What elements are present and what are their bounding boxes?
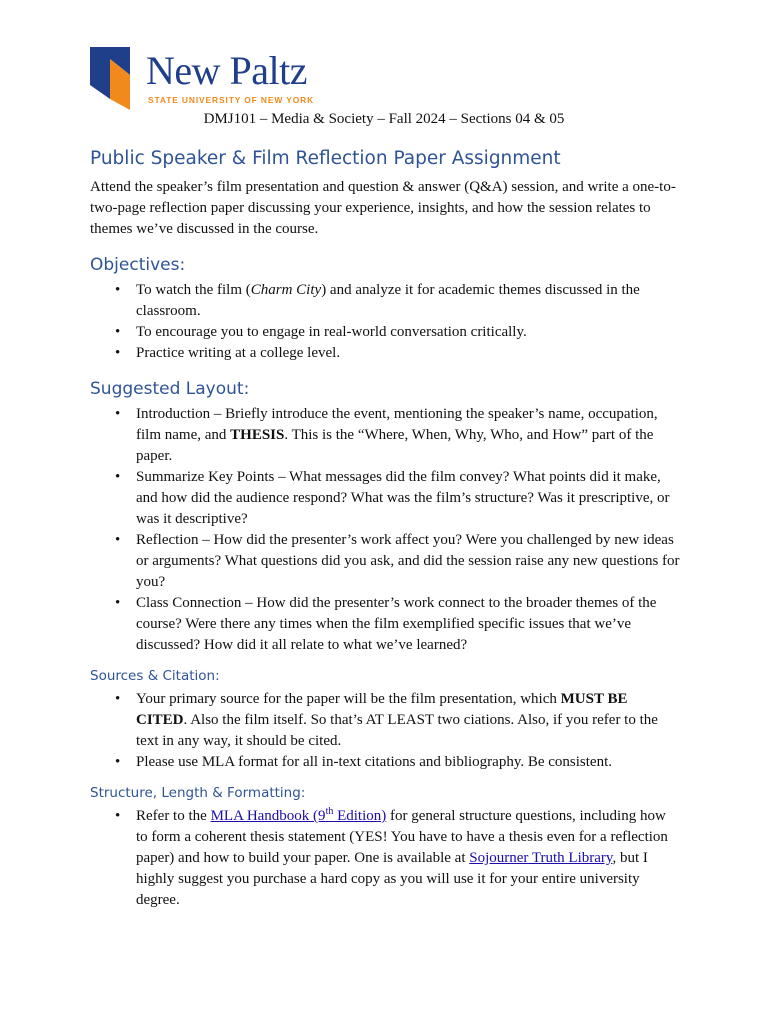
must-cite-emphasis: MUST BE CITED (136, 691, 628, 728)
list-item: • Class Connection – How did the presenter’s work connect to the broader themes of the course? Were there any times when the film exemplified specific issues that we’ve discussed? How did it all relate to what we’ve learned? (136, 593, 680, 656)
list-item: • Your primary source for the paper will be the film presentation, which MUST BE CITED. Also the film itself. So that’s AT LEAST two ciations. Also, if you refer to the text in any way, it should be cited. (136, 689, 680, 752)
new-paltz-logo (90, 45, 330, 111)
intro-paragraph: Attend the speaker’s film presentation and question & answer (Q&A) session, and write a one-to-two-page reflection paper discussing your experience, insights, and how the session relates to themes we’ve discussed in the course. (90, 179, 676, 237)
course-line: DMJ101 – Media & Society – Fall 2024 – Sections 04 & 05 (203, 111, 565, 127)
film-title: Charm City (250, 282, 322, 298)
list-item: • To encourage you to engage in real-world conversation critically. (136, 322, 680, 343)
list-item: • Summarize Key Points – What messages did the film convey? What points did it make, and how did the audience respond? What was the film’s structure? Was it prescriptive, or was it descriptive? (136, 467, 680, 530)
list-item: • Introduction – Briefly introduce the event, mentioning the speaker’s name, occupation, film name, and THESIS. This is the “Where, When, Why, Who, and How” part of the paper. (136, 404, 680, 467)
list-item: • Refer to the MLA Handbook (9th Edition) for general structure questions, including how to form a coherent thesis statement (YES! You have to have a thesis even for a reflection paper) and how to build your paper. One is available at Sojourner Truth Library, but I highly suggest you purchase a hard copy as you will use it for your entire university degree. (136, 806, 680, 911)
layout-heading: Suggested Layout: (90, 379, 250, 399)
sources-list (90, 689, 680, 773)
list-item: • To watch the film (Charm City) and analyze it for academic themes discussed in the classroom. (136, 280, 680, 322)
document-body (90, 146, 680, 911)
thesis-emphasis: THESIS (230, 427, 285, 443)
list-item: • Please use MLA format for all in-text citations and bibliography. Be consistent. (136, 752, 680, 773)
sojourner-truth-library-link[interactable]: Sojourner Truth Library (469, 850, 613, 866)
objectives-list (90, 280, 680, 364)
structure-heading: Structure, Length & Formatting: (90, 785, 306, 801)
objectives-heading: Objectives: (90, 255, 186, 275)
structure-list (90, 806, 680, 911)
logo-emblem-icon (90, 45, 140, 111)
layout-list (90, 404, 680, 656)
logo-wordmark: New Paltz (146, 48, 308, 93)
logo-subtitle: STATE UNIVERSITY OF NEW YORK (148, 95, 315, 105)
mla-handbook-link[interactable]: MLA Handbook (9th Edition) (210, 806, 387, 824)
sources-heading: Sources & Citation: (90, 668, 220, 684)
assignment-title: Public Speaker & Film Reflection Paper Assignment (90, 148, 561, 169)
list-item: • Reflection – How did the presenter’s work affect you? Were you challenged by new ideas or arguments? What questions did you ask, and did the session raise any new questions for you? (136, 530, 680, 593)
list-item: • Practice writing at a college level. (136, 343, 680, 364)
